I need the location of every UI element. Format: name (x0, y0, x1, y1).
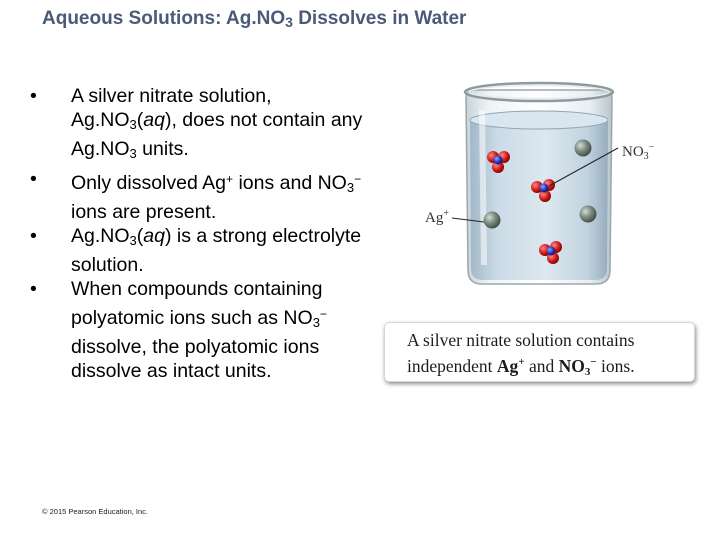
caption-line-1: A silver nitrate solution contains (407, 330, 635, 350)
bullet-item: • A silver nitrate solution, $Ag.NO_3(aq)$, does not contain any $Ag.NO_3$ units. (30, 85, 363, 162)
ag-ion-label: Ag+ (425, 208, 449, 226)
caption-line-2: independent Ag+ and $NO_3^-$ ions. (407, 356, 635, 378)
bullet-item: • $Ag.NO_3(aq)$ is a strong electrolyte solution. (30, 225, 362, 277)
silver-ion (580, 206, 597, 223)
bullet-dot: • (30, 278, 37, 301)
bullet-item: • Only dissolved Ag+ ions and $NO_3^-$ ions are present. (30, 167, 362, 223)
slide-title: Aqueous Solutions: $Ag.NO_3$ Dissolves in Water (42, 8, 467, 30)
bullet-list (30, 84, 375, 383)
figure-caption (384, 322, 695, 382)
bullet-dot: • (30, 85, 37, 107)
silver-ion (484, 212, 501, 229)
bullet-dot: • (30, 167, 37, 190)
bullet-dot: • (30, 225, 37, 248)
bullet-item: • When compounds containing polyatomic ions such as $NO_3^-$ dissolve, the polyatomic ions dissolve as intact units. (30, 278, 327, 383)
no3-ion-label: $NO_3^-$ (622, 142, 655, 162)
water-surface (470, 111, 608, 129)
copyright-notice: © 2015 Pearson Education, Inc. (42, 507, 149, 516)
silver-ion (575, 140, 592, 157)
